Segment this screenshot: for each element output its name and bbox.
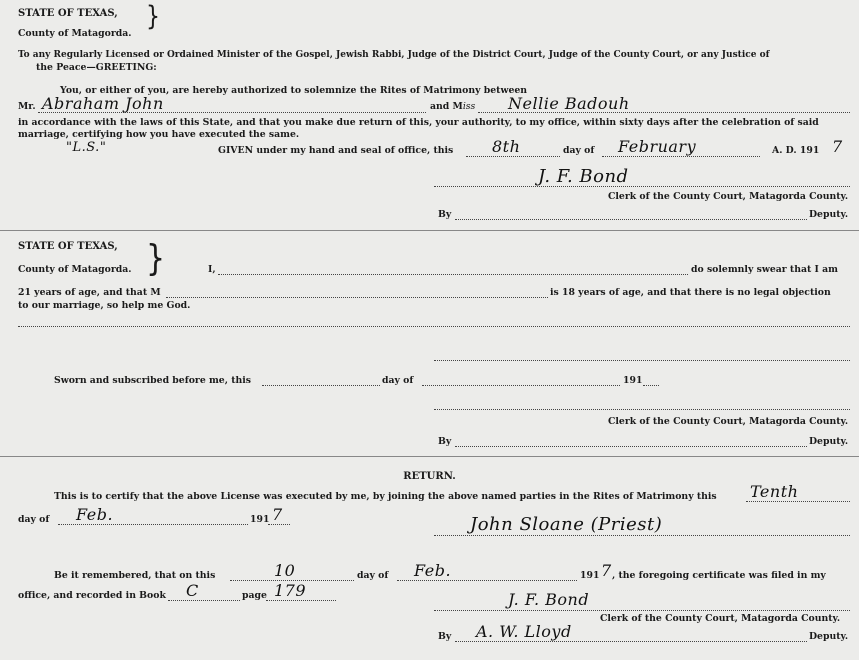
license-and-miss: and Miss	[430, 101, 476, 112]
given-ad: A. D. 191	[772, 145, 820, 156]
return-clerk-signature: J. F. Bond	[508, 590, 590, 609]
license-authorize-text: You, or either of you, are hereby authorized to solemnize the Rites of Matrimony between	[60, 85, 528, 96]
return-month: Feb.	[76, 505, 114, 524]
clerk-signature: J. F. Bond	[538, 166, 629, 187]
affidavit-by-label: By	[438, 436, 452, 447]
officiant-signature: John Sloane (Priest)	[470, 514, 663, 535]
license-address: To any Regularly Licensed or Ordained Minister of the Gospel, Jewish Rabbi, Judge of the District Court, Judge of the County Court, or any Justice of	[18, 50, 770, 60]
license-county: County of Matagorda.	[18, 28, 132, 39]
affidavit-line2: to our marriage, so help me God.	[18, 300, 191, 311]
return-clerk-title: Clerk of the County Court, Matagorda County.	[600, 613, 841, 624]
given-day: 8th	[492, 137, 521, 156]
license-mr-prefix: Mr.	[18, 101, 36, 112]
affidavit-i-label: I,	[208, 264, 216, 275]
sworn-day-of: day of	[382, 375, 414, 386]
sworn-year: 191	[623, 375, 643, 386]
recorded-day-of: day of	[357, 570, 389, 581]
book-letter: C	[186, 581, 199, 600]
license-clerk-title: Clerk of the County Court, Matagorda County.	[608, 191, 849, 202]
remember-text: Be it remembered, that on this	[54, 570, 216, 581]
license-address-greeting: the Peace—GREETING:	[36, 62, 157, 73]
license-deputy-label: Deputy.	[809, 209, 849, 220]
license-body-line1: in accordance with the laws of this State, and that you make due return of this, your authority, to my office, within sixty days after the celebration of said	[18, 117, 819, 128]
given-text: GIVEN under my hand and seal of office, this	[218, 145, 454, 156]
sworn-text: Sworn and subscribed before me, this	[54, 375, 252, 386]
return-year: 191	[250, 514, 270, 525]
recorded-year: 191	[580, 570, 600, 581]
return-certify-day: Tenth	[750, 482, 799, 501]
return-heading: RETURN.	[403, 471, 456, 482]
license-state-heading: STATE OF TEXAS,	[18, 8, 118, 19]
license-body-line2: marriage, certifying how you have executed the same.	[18, 129, 300, 140]
return-by-label: By	[438, 631, 452, 642]
bride-name: Nellie Badouh	[508, 94, 630, 113]
return-day-of: day of	[18, 514, 50, 525]
affidavit-state-heading: STATE OF TEXAS,	[18, 241, 118, 252]
affidavit-line1b: is 18 years of age, and that there is no legal objection	[550, 287, 831, 298]
recorded-month: Feb.	[414, 561, 452, 580]
return-deputy-label: Deputy.	[809, 631, 849, 642]
return-certify-text: This is to certify that the above License was executed by me, by joining the above named parties in the Rites of Matrimony this	[54, 491, 717, 502]
affidavit-brace: }	[146, 237, 166, 280]
groom-name: Abraham John	[42, 94, 164, 113]
section-divider-1	[0, 230, 859, 231]
affidavit-county: County of Matagorda.	[18, 264, 132, 275]
license-brace: }	[146, 2, 160, 33]
recorded-day: 10	[274, 561, 296, 580]
seal-mark: "L.S."	[66, 140, 107, 155]
affidavit-swear-text: do solemnly swear that I am	[691, 264, 838, 275]
given-year-digit: 7	[832, 137, 843, 156]
affidavit-line1a: 21 years of age, and that M	[18, 287, 161, 298]
recorded-year-digit: 7	[601, 561, 612, 580]
return-year-digit: 7	[272, 505, 283, 524]
license-by-label: By	[438, 209, 452, 220]
given-month: February	[618, 137, 697, 156]
affidavit-deputy-label: Deputy.	[809, 436, 849, 447]
given-day-of: day of	[563, 145, 595, 156]
page-number: 179	[274, 581, 307, 600]
office-text: office, and recorded in Book	[18, 590, 166, 601]
section-divider-2	[0, 456, 859, 457]
deputy-signature: A. W. Lloyd	[476, 622, 572, 641]
affidavit-clerk-title: Clerk of the County Court, Matagorda County.	[608, 416, 849, 427]
filed-text: , the foregoing certificate was filed in my	[612, 570, 826, 581]
page-label: page	[242, 590, 267, 601]
